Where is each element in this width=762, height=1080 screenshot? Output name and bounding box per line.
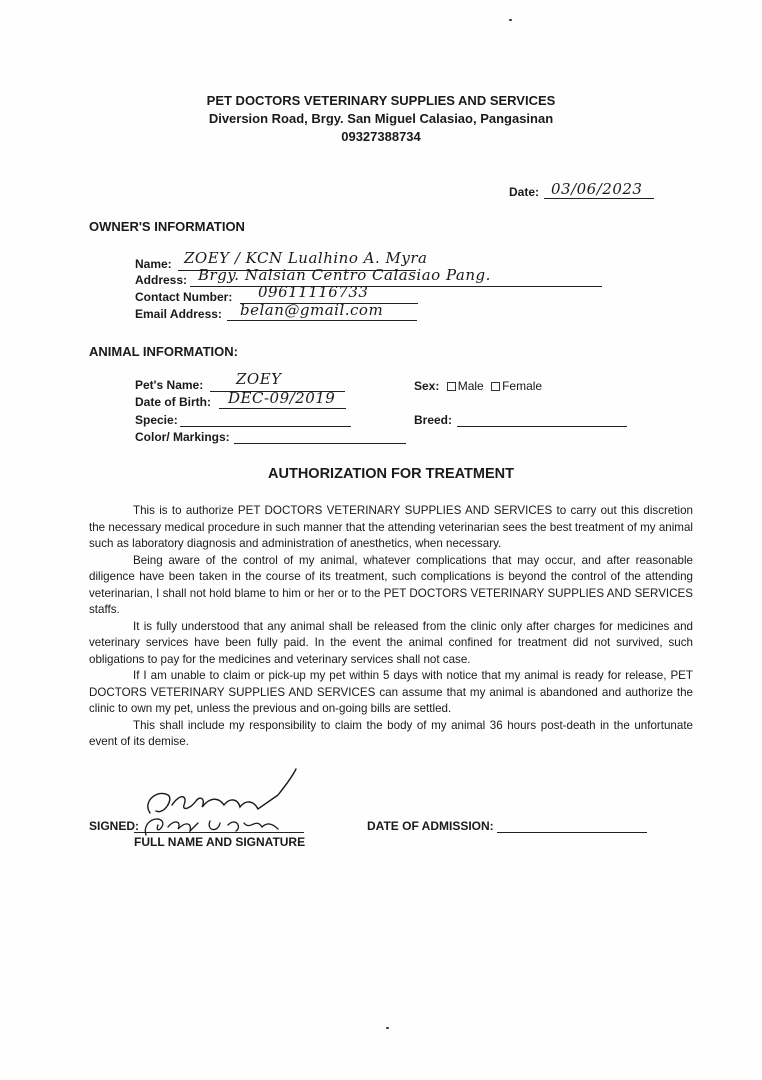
email-line [227, 320, 417, 321]
owner-section-title: OWNER'S INFORMATION [89, 219, 245, 234]
male-option-label: Male [457, 379, 484, 393]
signed-label: SIGNED: [89, 819, 140, 833]
sex-field [414, 379, 542, 393]
dob-value: DEC-09/2019 [228, 389, 336, 407]
scan-speck [386, 1027, 389, 1029]
male-checkbox[interactable] [447, 382, 456, 391]
email-value: belan@gmail.com [240, 301, 384, 319]
dob-label: Date of Birth: [135, 395, 211, 409]
pet-name-label: Pet's Name: [135, 378, 204, 392]
company-phone: 09327388734 [341, 129, 421, 144]
owner-address-line [190, 286, 602, 287]
color-markings-label: Color/ Markings: [135, 430, 230, 444]
owner-address-label: Address: [135, 273, 188, 287]
scan-speck [509, 19, 512, 21]
owner-name-value: ZOEY / KCN Lualhino A. Myra [184, 249, 428, 267]
date-line [544, 198, 654, 199]
company-address: Diversion Road, Brgy. San Miguel Calasiao, Pangasinan [208, 111, 554, 126]
owner-address-value: Brgy. Nalsian Centro Calasiao Pang. [198, 266, 491, 284]
authorization-paragraph: This is to authorize PET DOCTORS VETERINARY SUPPLIES AND SERVICES to carry out this discretion the necessary medical procedure in such manner that the attending veterinarian sees the best treatment of my animal such as laboratory diagnosis and administration of anesthetics, when necessary. [89, 504, 693, 550]
date-label: Date: [509, 185, 540, 199]
female-checkbox[interactable] [491, 382, 500, 391]
authorization-paragraph: If I am unable to claim or pick-up my pet within 5 days with notice that my animal is ready for release, PET DOCTORS VETERINARY SUPPLIES AND SERVICES can assume that my animal is abandoned and authorize the clinic to own my pet, unless the previous and on-going bills are settled. [89, 669, 693, 715]
date-value: 03/06/2023 [551, 180, 643, 198]
contact-number-label: Contact Number: [135, 290, 233, 304]
date-of-admission-label: DATE OF ADMISSION: [367, 819, 494, 833]
signature-line[interactable] [134, 832, 304, 833]
animal-section-title: ANIMAL INFORMATION: [89, 344, 238, 359]
contact-number-value: 09611116733 [258, 283, 369, 301]
date-of-admission-line[interactable] [497, 832, 647, 833]
authorization-body [89, 503, 693, 751]
authorization-title: AUTHORIZATION FOR TREATMENT [268, 466, 514, 482]
authorization-paragraph: This shall include my responsibility to claim the body of my animal 36 hours post-death in the unfortunate event of its demise. [89, 718, 693, 748]
authorization-paragraph: Being aware of the control of my animal, whatever complications that may occur, and after reasonable diligence have been taken in the course of its treatment, such complications is beyond the control of the attending veterinarian, I shall not hold blame to him or her or to the PET DOCTORS VETERINARY SUPPLIES AND SERVICES staffs. [89, 553, 693, 616]
breed-line [457, 426, 627, 427]
company-name: PET DOCTORS VETERINARY SUPPLIES AND SERVICES [206, 93, 556, 108]
specie-label: Specie: [135, 413, 178, 427]
dob-line [219, 408, 346, 409]
breed-label: Breed: [414, 413, 453, 427]
sex-label: Sex: [414, 379, 440, 393]
authorization-paragraph: It is fully understood that any animal shall be released from the clinic only after charges for medicines and veterinary services have been fully paid. In the event the animal confined for treatment did not survived, such obligations to pay for the medicines and veterinary services shall not case. [89, 619, 693, 666]
owner-name-label: Name: [135, 257, 172, 271]
signature-caption: FULL NAME AND SIGNATURE [134, 835, 306, 849]
specie-line [180, 426, 351, 427]
pet-name-value: ZOEY [236, 370, 282, 388]
female-option-label: Female [502, 379, 543, 393]
email-label: Email Address: [135, 307, 222, 321]
color-markings-line [234, 443, 406, 444]
